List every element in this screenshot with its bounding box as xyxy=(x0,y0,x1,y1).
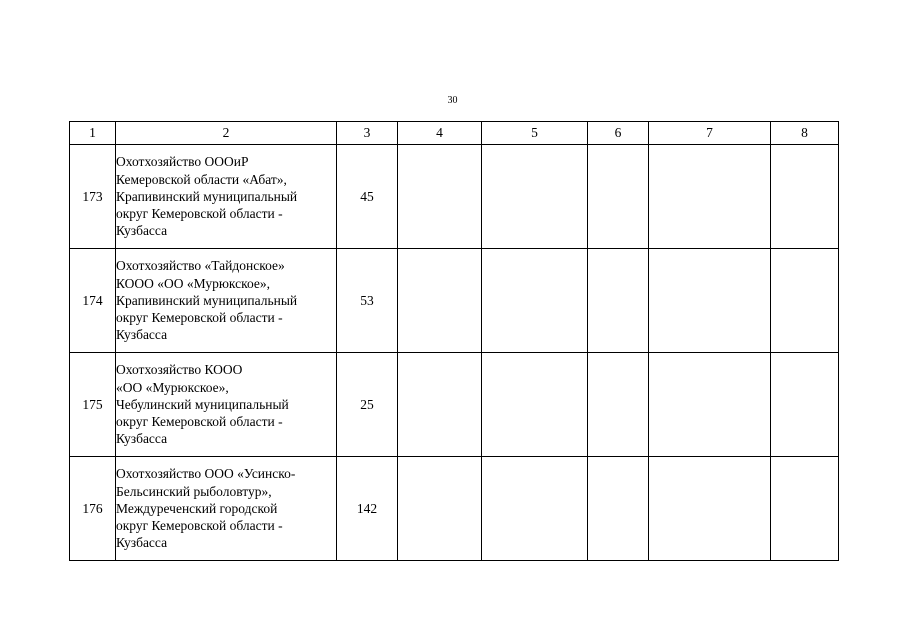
empty-cell xyxy=(771,457,839,561)
table-row xyxy=(70,353,839,457)
name-line: Кузбасса xyxy=(116,431,168,447)
header-cell-6: 6 xyxy=(588,122,649,145)
row-number: 176 xyxy=(70,457,116,561)
name-line: Кузбасса xyxy=(116,327,168,343)
empty-cell xyxy=(398,145,482,249)
hunting-ground-name xyxy=(116,145,337,249)
value-cell: 53 xyxy=(337,249,398,353)
hunting-ground-name xyxy=(116,249,337,353)
header-cell-3: 3 xyxy=(337,122,398,145)
empty-cell xyxy=(771,353,839,457)
empty-cell xyxy=(588,457,649,561)
empty-cell xyxy=(482,145,588,249)
header-cell-2: 2 xyxy=(116,122,337,145)
empty-cell xyxy=(588,353,649,457)
empty-cell xyxy=(649,249,771,353)
name-line: Кемеровской области «Абат», xyxy=(116,171,287,187)
name-line: Охотхозяйство «Тайдонское» xyxy=(116,258,285,274)
header-cell-4: 4 xyxy=(398,122,482,145)
row-number: 175 xyxy=(70,353,116,457)
name-line: Бельсинский рыболовтур», xyxy=(116,483,272,499)
row-number: 173 xyxy=(70,145,116,249)
name-line: Кузбасса xyxy=(116,223,168,239)
name-line: Крапивинский муниципальный xyxy=(116,188,298,204)
empty-cell xyxy=(649,353,771,457)
name-line: КООО «ОО «Мурюкское», xyxy=(116,275,271,291)
name-line: Охотхозяйство ОООиР xyxy=(116,154,249,170)
empty-cell xyxy=(588,145,649,249)
empty-cell xyxy=(398,249,482,353)
page-number: 30 xyxy=(447,95,458,106)
hunting-ground-name xyxy=(116,457,337,561)
empty-cell xyxy=(398,353,482,457)
table-row xyxy=(70,145,839,249)
table-row xyxy=(70,249,839,353)
name-line: округ Кемеровской области - xyxy=(116,414,283,430)
name-line: Кузбасса xyxy=(116,535,168,551)
header-row xyxy=(70,122,839,145)
empty-cell xyxy=(482,457,588,561)
empty-cell xyxy=(482,353,588,457)
row-number: 174 xyxy=(70,249,116,353)
name-line: «ОО «Мурюкское», xyxy=(116,379,229,395)
name-line: Крапивинский муниципальный xyxy=(116,292,298,308)
data-table xyxy=(69,121,839,561)
hunting-ground-name xyxy=(116,353,337,457)
empty-cell xyxy=(482,249,588,353)
empty-cell xyxy=(649,457,771,561)
name-line: округ Кемеровской области - xyxy=(116,310,283,326)
empty-cell xyxy=(588,249,649,353)
name-line: Охотхозяйство КООО xyxy=(116,362,243,378)
header-cell-8: 8 xyxy=(771,122,839,145)
empty-cell xyxy=(649,145,771,249)
name-line: Междуреченский городской xyxy=(116,500,278,516)
header-cell-5: 5 xyxy=(482,122,588,145)
table-row xyxy=(70,457,839,561)
value-cell: 25 xyxy=(337,353,398,457)
empty-cell xyxy=(771,145,839,249)
name-line: Охотхозяйство ООО «Усинско- xyxy=(116,466,296,482)
name-line: округ Кемеровской области - xyxy=(116,206,283,222)
empty-cell xyxy=(398,457,482,561)
header-cell-7: 7 xyxy=(649,122,771,145)
empty-cell xyxy=(771,249,839,353)
value-cell: 45 xyxy=(337,145,398,249)
name-line: округ Кемеровской области - xyxy=(116,518,283,534)
name-line: Чебулинский муниципальный xyxy=(116,396,289,412)
value-cell: 142 xyxy=(337,457,398,561)
header-cell-1: 1 xyxy=(70,122,116,145)
